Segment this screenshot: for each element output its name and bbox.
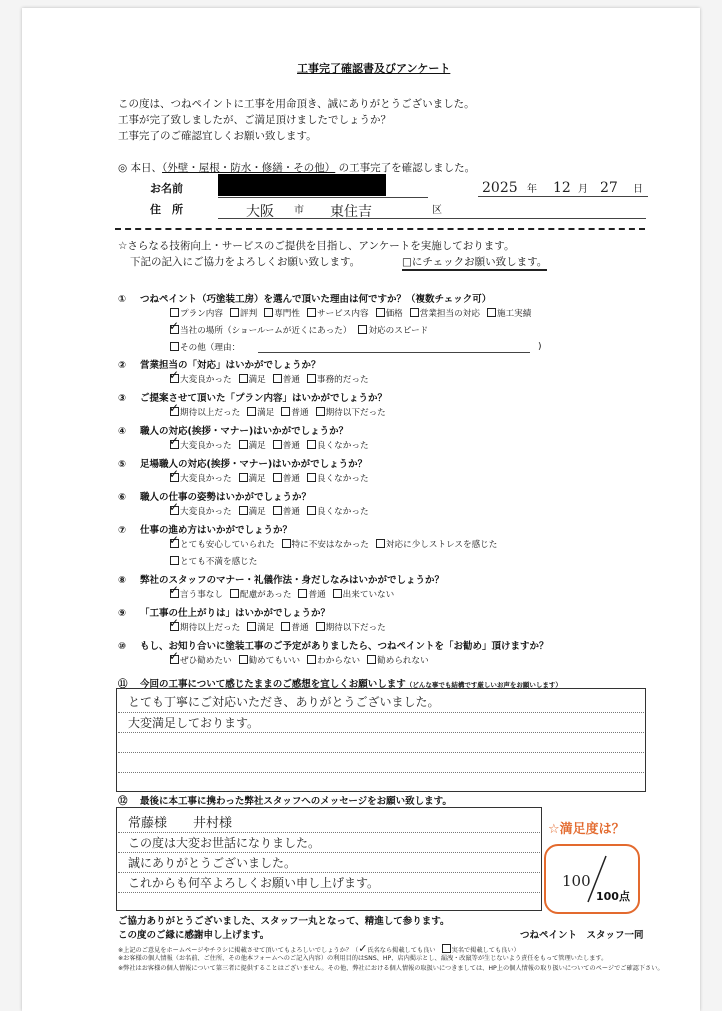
question-text: ご提案させて頂いた「プラン内容」はいかがでしょうか？ [140, 393, 388, 404]
option-item[interactable] [247, 623, 274, 633]
q11-rule [118, 752, 644, 753]
survey-intro-2: 下記の記入にご協力をよろしくお願い致します。 [130, 256, 361, 268]
option-label: 配慮があった [239, 590, 292, 600]
option-item[interactable] [376, 309, 403, 319]
checkbox[interactable] [264, 308, 273, 317]
checked-checkbox[interactable] [170, 473, 179, 482]
option-item[interactable] [358, 326, 428, 336]
question-10-options [170, 654, 436, 666]
option-label: 勧めてもいい [248, 656, 301, 666]
footer-consent-no: 実名で掲載しても良い） [451, 947, 520, 954]
checkbox[interactable] [298, 589, 307, 598]
option-item[interactable] [170, 474, 232, 484]
checkbox[interactable] [307, 506, 316, 515]
option-label: 満足 [248, 474, 266, 484]
option-item[interactable] [298, 590, 325, 600]
option-label: プラン内容 [180, 309, 223, 319]
option-item[interactable] [170, 623, 240, 633]
question-text: もし、お知り合いに塗装工事のご予定がありましたら、つねペイントを「お勧め」頂けますか？ [140, 641, 549, 652]
option-label: 当社の場所（ショールームが近くにあった） [180, 326, 352, 336]
option-item[interactable] [170, 557, 257, 567]
other-reason-underline [258, 352, 530, 353]
question-8-options [170, 588, 401, 600]
option-label: 期待以上だった [180, 408, 241, 418]
question-6-options [170, 505, 376, 517]
work-scope: （外壁・屋根・防水・修繕・その他） [162, 162, 336, 174]
option-item[interactable] [273, 474, 300, 484]
question-number: ⑥ [118, 492, 127, 503]
checkbox[interactable] [273, 374, 282, 383]
consent-checkbox[interactable] [442, 944, 451, 953]
option-item[interactable] [307, 507, 369, 517]
checked-checkbox[interactable] [170, 589, 179, 598]
question-1-options [170, 324, 435, 336]
question-1-heading [118, 291, 491, 305]
option-item[interactable] [487, 309, 531, 319]
option-item[interactable] [170, 507, 232, 517]
intro-line-1: この度は、つねペイントに工事を用命頂き、誠にありがとうございました。 [118, 98, 475, 110]
option-item[interactable] [170, 590, 223, 600]
checkbox[interactable] [239, 506, 248, 515]
name-label: お名前 [150, 182, 183, 195]
question-text: 弊社のスタッフのマナー・礼儀作法・身だしなみはいかがでしょうか？ [140, 575, 445, 586]
q12-answer-line-1: 常藤様 井村様 [128, 816, 233, 831]
q11-answer-line-1: とても丁寧にご対応いただき、ありがとうございました。 [128, 695, 440, 709]
option-item[interactable] [170, 326, 351, 336]
document-title: 工事完了確認書及びアンケート [297, 62, 451, 75]
q12-number: ⑫ [118, 796, 128, 807]
checkbox[interactable] [281, 407, 290, 416]
checkbox[interactable] [281, 622, 290, 631]
question-8-heading [118, 572, 444, 586]
option-item[interactable] [307, 474, 369, 484]
question-3-options [170, 406, 393, 418]
footer-consent-yes: 氏名なら掲載しても良い [367, 947, 436, 954]
option-item[interactable] [273, 507, 300, 517]
date-year: 2025 [482, 180, 518, 196]
checkbox[interactable] [247, 622, 256, 631]
option-item[interactable] [239, 375, 266, 385]
q12-answer-line-2: この度は大変お世話になりました。 [128, 836, 321, 850]
option-label: 価格 [385, 309, 403, 319]
checkbox[interactable] [487, 308, 496, 317]
question-text: 「工事の仕上がりは」はいかがでしょうか？ [140, 608, 331, 619]
redacted-name [218, 174, 386, 196]
question-9-options [170, 621, 393, 633]
name-underline [218, 197, 428, 198]
checked-checkbox[interactable] [170, 655, 179, 664]
question-number: ① [118, 294, 127, 305]
checked-checkbox[interactable] [170, 407, 179, 416]
date-year-unit: 年 [527, 184, 537, 195]
option-label: サービス内容 [316, 309, 369, 319]
option-item[interactable] [170, 540, 275, 550]
footer-privacy-1: ※お客様の個人情報（お名前、ご住所、その他本フォームへのご記入内容）の利用目的はSNS、HP、店内掲示とし、漏洩・改竄等が生じないよう責任をもって管理いたします。 [118, 955, 608, 962]
option-label: 大変良かった [180, 375, 232, 385]
intro-line-3: 工事完了のご確認宜しくお願い致します。 [118, 130, 317, 142]
option-item[interactable] [230, 590, 291, 600]
date-day-unit: 日 [633, 184, 643, 195]
option-item[interactable] [273, 441, 300, 451]
footer-consent: ※上記のご意見をホームページやチラシに掲載させて頂いてもよろしいでしょうか？（✓氏名なら掲載しても良い 実名で掲載しても良い） [118, 942, 520, 955]
checkbox[interactable] [282, 539, 291, 548]
checked-checkbox[interactable] [170, 622, 179, 631]
question-number: ⑨ [118, 608, 127, 619]
intro-line-2: 工事が完了致しましたが、ご満足頂けましたでしょうか？ [118, 114, 391, 126]
option-item[interactable] [170, 441, 232, 451]
question-number: ⑧ [118, 575, 127, 586]
satisfaction-score: 100 [562, 872, 591, 890]
checked-checkbox[interactable] [170, 325, 179, 334]
checked-checkbox[interactable] [170, 506, 179, 515]
date-day: 27 [600, 180, 618, 196]
checkbox[interactable] [307, 473, 316, 482]
question-7-heading [118, 522, 292, 536]
survey-intro-1: ☆さらなる技術向上・サービスのご提供を目指し、アンケートを実施しております。 [118, 240, 515, 252]
option-label: 対応のスピード [368, 326, 429, 336]
option-item[interactable] [410, 309, 480, 319]
question-number: ③ [118, 393, 127, 404]
question-6-heading [118, 489, 311, 503]
option-item[interactable] [273, 375, 300, 385]
option-item[interactable] [281, 408, 308, 418]
option-label: 対応に少しストレスを感じた [385, 540, 498, 550]
q12-rule [118, 892, 540, 893]
question-number: ④ [118, 426, 127, 437]
checkbox[interactable] [170, 308, 179, 317]
option-label: 期待以下だった [325, 408, 386, 418]
option-label: 期待以上だった [180, 623, 241, 633]
date-month-unit: 月 [578, 184, 588, 195]
question-number: ⑤ [118, 459, 127, 470]
q11-answer-line-2: 大変満足しております。 [128, 716, 260, 730]
checkbox[interactable] [410, 308, 419, 317]
q12-answer-line-3: 誠にありがとうございました。 [128, 856, 297, 870]
question-text: 営業担当の「対応」はいかがでしょうか？ [140, 360, 321, 371]
footer-privacy-2: ※弊社はお客様の個人情報について第三者に提供することはございません。その他、弊社における個人情報の取扱いにつきましては、HP上の個人情報の取り扱いについてのページでご確認下さい。 [118, 965, 664, 972]
option-label: 満足 [248, 375, 266, 385]
checkbox[interactable] [170, 556, 179, 565]
closing-line-1: ご協力ありがとうございました、スタッフ一丸となって、精進して参ります。 [118, 916, 450, 927]
address-ward-unit: 区 [432, 205, 442, 216]
checked-checkbox[interactable] [170, 440, 179, 449]
option-label: 勧められない [377, 656, 429, 666]
option-item[interactable] [170, 408, 240, 418]
date-month: 12 [553, 180, 571, 196]
question-4-options [170, 439, 376, 451]
option-label: 普通 [282, 441, 300, 451]
question-2-heading [118, 357, 321, 371]
option-label: 施工実績 [496, 309, 532, 319]
checkbox[interactable] [376, 308, 385, 317]
checkbox[interactable] [316, 622, 325, 631]
option-item[interactable] [333, 590, 395, 600]
question-1-options [170, 341, 247, 353]
q12-rule [118, 872, 540, 873]
q12-answer-line-4: これからも何卒よろしくお願い申し上げます。 [128, 876, 380, 890]
option-label: 専門性 [274, 309, 300, 319]
option-item[interactable] [307, 375, 369, 385]
checkbox[interactable] [307, 655, 316, 664]
option-item[interactable] [264, 309, 300, 319]
q11-note: （どんな事でも結構です厳しいお声をお願いします） [405, 681, 562, 689]
q12-text: 最後に本工事に携わった弊社スタッフへのメッセージをお願い致します。 [140, 796, 452, 807]
address-city-unit: 市 [294, 205, 304, 216]
satisfaction-max: 100点 [596, 890, 630, 903]
option-label: 普通 [291, 408, 309, 418]
question-text: つねペイント（巧塗装工房）を選んで頂いた理由は何ですか？（複数チェック可） [140, 294, 492, 305]
option-label: 良くなかった [316, 507, 369, 517]
question-number: ⑩ [118, 641, 127, 652]
option-item[interactable] [307, 309, 369, 319]
question-4-heading [118, 423, 348, 437]
option-label: ぜひ勧めたい [180, 656, 232, 666]
completion-prefix: ◎ 本日、 [118, 162, 162, 174]
checkbox[interactable] [239, 655, 248, 664]
question-3-heading [118, 390, 387, 404]
option-label: 普通 [282, 474, 300, 484]
option-item[interactable] [170, 309, 223, 319]
q11-rule [118, 712, 644, 713]
question-7-options [170, 555, 264, 567]
address-label: 住 所 [150, 203, 183, 216]
option-item[interactable] [230, 309, 257, 319]
check-note: □にチェックお願い致します。 [402, 254, 547, 271]
other-reason-close: ) [538, 342, 542, 352]
footer-consent-text: ※上記のご意見をホームページやチラシに掲載させて頂いてもよろしいでしょうか？（ [118, 947, 359, 954]
question-9-heading [118, 605, 330, 619]
checkbox[interactable] [307, 308, 316, 317]
option-item[interactable] [307, 441, 369, 451]
option-label: 普通 [282, 375, 300, 385]
question-7-options [170, 538, 504, 550]
option-label: 満足 [257, 623, 275, 633]
checkbox[interactable] [367, 655, 376, 664]
question-1-options [170, 307, 538, 319]
q11-rule [118, 732, 644, 733]
checkbox[interactable] [307, 440, 316, 449]
question-2-options [170, 373, 376, 385]
satisfaction-label: ☆満足度は？ [548, 822, 625, 837]
option-label: とても不満を感じた [180, 557, 258, 567]
option-label: 良くなかった [316, 441, 369, 451]
option-label: 大変良かった [180, 474, 232, 484]
completion-statement [118, 160, 475, 175]
checkbox[interactable] [273, 506, 282, 515]
checkbox[interactable] [239, 440, 248, 449]
q12-heading [118, 793, 452, 807]
option-item[interactable] [239, 656, 301, 666]
q11-text: 今回の工事について感じたままのご感想を宜しくお願いします [140, 679, 406, 690]
checkbox[interactable] [239, 374, 248, 383]
option-label: わからない [317, 656, 361, 666]
checkbox[interactable] [273, 440, 282, 449]
option-label: 出来ていない [342, 590, 395, 600]
address-underline [218, 218, 646, 219]
option-label: 期待以下だった [325, 623, 386, 633]
question-number: ⑦ [118, 525, 127, 536]
option-label: その他（理由： [180, 343, 241, 353]
q12-rule [118, 832, 540, 833]
option-item[interactable] [239, 507, 266, 517]
option-label: 営業担当の対応 [419, 309, 480, 319]
checkbox[interactable] [333, 589, 342, 598]
checked-checkbox[interactable] [170, 539, 179, 548]
option-label: 良くなかった [316, 474, 369, 484]
question-5-heading [118, 456, 367, 470]
option-item[interactable] [247, 408, 274, 418]
checkbox[interactable] [170, 342, 179, 351]
completion-suffix: の工事完了を確認しました。 [338, 162, 476, 174]
option-label: 大変良かった [180, 441, 232, 451]
closing-signature: つねペイント スタッフ一同 [520, 930, 644, 941]
option-item[interactable] [282, 540, 369, 550]
question-text: 職人の対応(挨拶・マナー)はいかがでしょうか？ [140, 426, 349, 437]
question-text: 足場職人の対応(挨拶・マナー)はいかがでしょうか？ [140, 459, 368, 470]
option-item[interactable] [239, 441, 266, 451]
option-label: 特に不安はなかった [291, 540, 369, 550]
checkbox[interactable] [316, 407, 325, 416]
q11-number: ⑪ [118, 679, 128, 690]
question-10-heading [118, 638, 549, 652]
q11-rule [118, 772, 644, 773]
checkbox[interactable] [376, 539, 385, 548]
checkbox[interactable] [230, 589, 239, 598]
checkbox[interactable] [358, 325, 367, 334]
checkbox[interactable] [307, 374, 316, 383]
option-item[interactable] [170, 375, 232, 385]
checkbox[interactable] [273, 473, 282, 482]
checkbox[interactable] [230, 308, 239, 317]
checkbox[interactable] [247, 407, 256, 416]
question-text: 職人の仕事の姿勢はいかがでしょうか？ [140, 492, 312, 503]
option-item[interactable] [376, 540, 497, 550]
option-label: 言う事なし [180, 590, 223, 600]
option-item[interactable] [307, 656, 360, 666]
question-5-options [170, 472, 376, 484]
q12-rule [118, 852, 540, 853]
option-label: 満足 [248, 507, 266, 517]
option-item[interactable] [316, 408, 386, 418]
option-item[interactable] [239, 474, 266, 484]
address-ward: 東住吉 [330, 204, 372, 220]
option-label: 普通 [308, 590, 326, 600]
address-prefecture: 大阪 [246, 204, 274, 220]
question-text: 仕事の進め方はいかがでしょうか？ [140, 525, 293, 536]
checked-checkbox[interactable] [170, 374, 179, 383]
option-item[interactable] [316, 623, 386, 633]
question-number: ② [118, 360, 127, 371]
dashed-divider [115, 228, 645, 230]
option-label: 評判 [239, 309, 258, 319]
option-label: 事務的だった [316, 375, 369, 385]
option-label: 大変良かった [180, 507, 232, 517]
option-item[interactable] [170, 343, 240, 353]
option-label: 満足 [257, 408, 275, 418]
option-label: 満足 [248, 441, 266, 451]
option-label: 普通 [291, 623, 309, 633]
checkbox[interactable] [239, 473, 248, 482]
option-label: とても安心していられた [180, 540, 275, 550]
option-item[interactable] [367, 656, 429, 666]
date-underline [478, 196, 648, 197]
option-label: 普通 [282, 507, 300, 517]
option-item[interactable] [170, 656, 232, 666]
option-item[interactable] [281, 623, 308, 633]
closing-line-2: この度のご縁に感謝申し上げます。 [118, 930, 270, 941]
